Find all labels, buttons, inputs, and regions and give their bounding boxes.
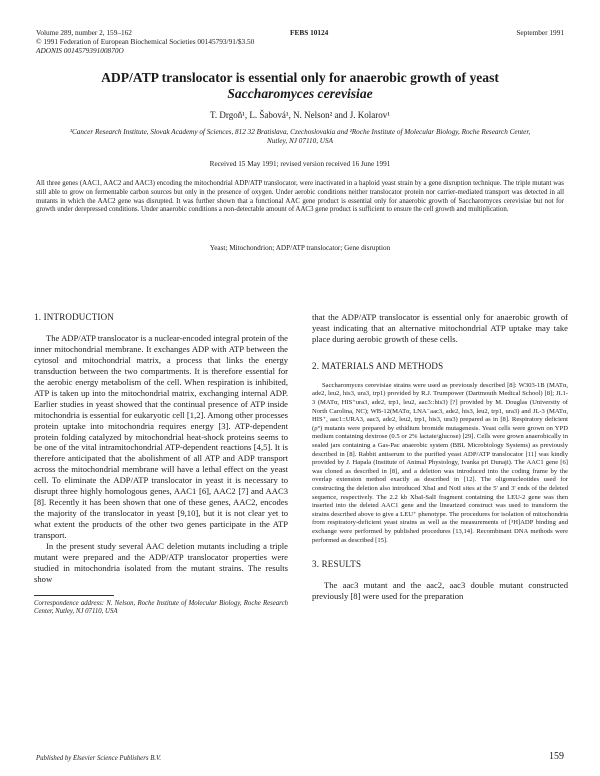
abstract: All three genes (AAC1, AAC2 and AAC3) encoding the mitochondrial ADP/ATP translocator, were inactivated in a haploid yeast strain by a gene disruption technique. The triple mutant was still able to grow on fermentable carbon sources but only in the presence of oxygen. Under aerobic conditions neither translocator protein nor carrier-mediated transport was detected in all mutants in which the AAC2 gene was disrupted. It was further shown that a functional AAC gene product is essential only for anaerobic growth of Saccharomyces cerevisiae but not for growth under derepressed conditions. Under anaerobic conditions a non-detectable amount of AAC3 gene product is sufficient to ensure the cell growth and multiplication. [36,180,564,214]
introduction-heading: 1. INTRODUCTION [34,312,114,322]
intro-paragraph-2: In the present study several AAC deletion mutants including a triple mutant were prepared and the ADP/ATP translocator properties were studied in mitochondria isolated from the mutant strains. The results show [34,541,288,584]
intro-continuation: that the ADP/ATP translocator is essential only for anaerobic growth of yeast indicating that an alternative mitochondrial ATP uptake may take place during aerobic growth of these cells. [312,312,568,344]
left-column [34,312,288,617]
correspondence-footnote: Correspondence address: N. Nelson, Roche Institute of Molecular Biology, Roche Research Center, Nutley, NJ 07110, USA [34,599,288,616]
volume-line: Volume 289, number 2, 159–162 [36,28,132,37]
adonis-line: ADONIS 001457939100870O [36,46,124,55]
intro-paragraph-1: The ADP/ATP translocator is a nuclear-encoded integral protein of the inner mitochondrial membrane. It exchanges ADP with ATP between the cytosol and mitochondrial matrix, a process that links the energy transduction between the two compartments. It is therefore essential for the aerobic energy metabolism of the cell. When respiration is inhibited, ATP is taken up into the mitochondrial matrix, exchanging internal ADP. Earlier studies in yeast showed that the continual presence of ATP inside mitochondria is essential for eukaryotic cell [1,2]. Among other processes protein uptake into mitochondria requires energy [3]. ATP-dependent protein folding catalyzed by mitochondrial heat-shock proteins seems to be one of the vital intramitochondrial ATP-dependent reactions [4,5]. It is therefore anticipated that the abolishment of all ATP and ADP transport across the mitochondrial membrane will have a lethal effect on the yeast cell. To eliminate the ADP/ATP translocator in yeast it is necessary to disrupt three highly homologous genes, AAC1 [6], AAC2 [7] and AAC3 [8]. Recently it has been shown that one of these genes, AAC2, encodes the majority of the translocator in yeast [9,10], but it is not clear yet to what extent the products of the other two genes participate in the ATP transport. [34,332,288,541]
journal-citation [36,28,286,55]
paper-title [30,70,570,102]
received-dates: Received 15 May 1991; revised version received 16 June 1991 [209,160,391,168]
febs-number: FEBS 10124 [290,28,329,37]
right-column [312,312,568,602]
results-heading: 3. RESULTS [312,559,362,570]
copyright-line: © 1991 Federation of European Biochemical Societies 00145793/91/$3.50 [36,37,255,46]
keywords: Yeast; Mitochondrion; ADP/ATP translocator; Gene disruption [209,244,391,252]
authors: T. Drgoň¹, L. Šabová¹, N. Nelson² and J. Kolarov¹ [210,110,390,120]
title-species: Saccharomyces cerevisiae [227,86,373,101]
title-main: ADP/ATP translocator is essential only for anaerobic growth of yeast [101,70,499,85]
affiliation: ¹Cancer Research Institute, Slovak Academy of Sciences, 812 32 Bratislava, Czechoslovakia and ²Roche Institute of Molecular Biology, Roche Research Center, Nutley, NJ 07110, USA [69,128,531,145]
footnote-divider [34,595,114,596]
publisher-line: Published by Elsevier Science Publishers B.V. [36,755,162,762]
issue-date: September 1991 [516,28,564,37]
methods-heading: 2. MATERIALS AND METHODS [312,360,444,371]
methods-text: Saccharomyces cerevisiae strains were used as previously described [8]: W303-1B (MATα, ade2, leu2, his3, ura3, trp1) provided by R.J. Trumpower (Dartmouth Medical School) [8]; JL1-3 (MATα, HIS⁺ura3, ade2, trp1, leu2, aac3::his3) [?] provided by M. Douglas (University of North Carolina, NC); WB-12(MATα, LNA⁻aac3, ade2, his3, leu2, trp1, ura3) and JL-3 (MATα, HIS⁺, aac1::URA3, aac3, ade2, leu2, trp1, his3, ura3) prepared as in [8]. Respiratory deficient (ρ°) mutants were prepared by ethidium bromide mutagenesis. Yeast cells were grown on YPD medium containing dextrose (0.5 or 2% lactate/glucose) [29]. Cells were grown anaerobically in sealed jars containing a Gas-Pac anaerobic system (BBL Microbiology Systems) as previously described in [8]. Rabbit antiserum to the purified yeast ADP/ATP translocator [11] was kindly provided by J. Hapala (Institute of Animal Physiology, Ivanka pri Dunaji). The AAC1 gene [6] was cloned as described in [8], and a deletion was introduced into the coding frame by the overlap extension method exactly as described in [12]. The oligonucleotides used for constructing the deletion also introduced XbaI and NotI sites at the 5' and 3' ends of the deleted sequence, respectively. The 2.2 kb XbaI-SalI fragment containing the LEU-2 gene was then inserted into the deleted AAC1 gene and the linearized construct was used to transform the strains described above to give a LEU⁺ phenotype. The procedures for isolation of mitochondria from respiratory-deficient yeast strains as well as the measurements of [³H]ADP binding and exchange were performed by published procedures [13,14]. Recombinant DNA methods were performed as described [15]. [312,381,568,544]
results-text: The aac3 mutant and the aac2, aac3 double mutant constructed previously [8] were used for the preparation [312,580,568,601]
page-number: 159 [549,751,564,762]
